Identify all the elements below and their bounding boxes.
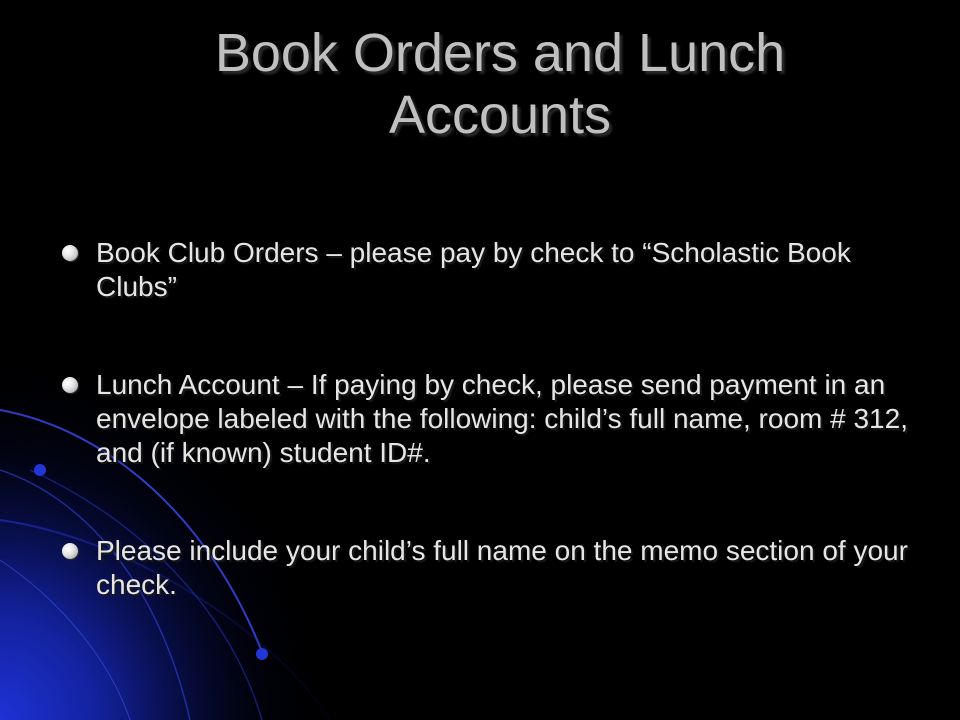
- bullet-text: Lunch Account – If paying by check, please send payment in an envelope labeled with the following: child’s full name, room # 312, and (if known) student ID#.: [96, 369, 908, 468]
- bullet-text: Book Club Orders – please pay by check to “Scholastic Book Clubs”: [96, 237, 851, 302]
- accent-dot-1: [34, 464, 46, 476]
- bullet-item-lunch-account: [62, 368, 922, 470]
- bullet-list: [62, 236, 922, 602]
- bullet-item-memo: [62, 534, 922, 602]
- bullet-dot-icon: [62, 377, 78, 393]
- bullet-item-book-club: [62, 236, 922, 304]
- bullet-dot-icon: [62, 543, 78, 559]
- bullet-dot-icon: [62, 245, 78, 261]
- bullet-text: Please include your child’s full name on the memo section of your check.: [96, 535, 908, 600]
- slide-title: Book Orders and Lunch Accounts: [214, 23, 786, 145]
- accent-dot-2: [256, 648, 268, 660]
